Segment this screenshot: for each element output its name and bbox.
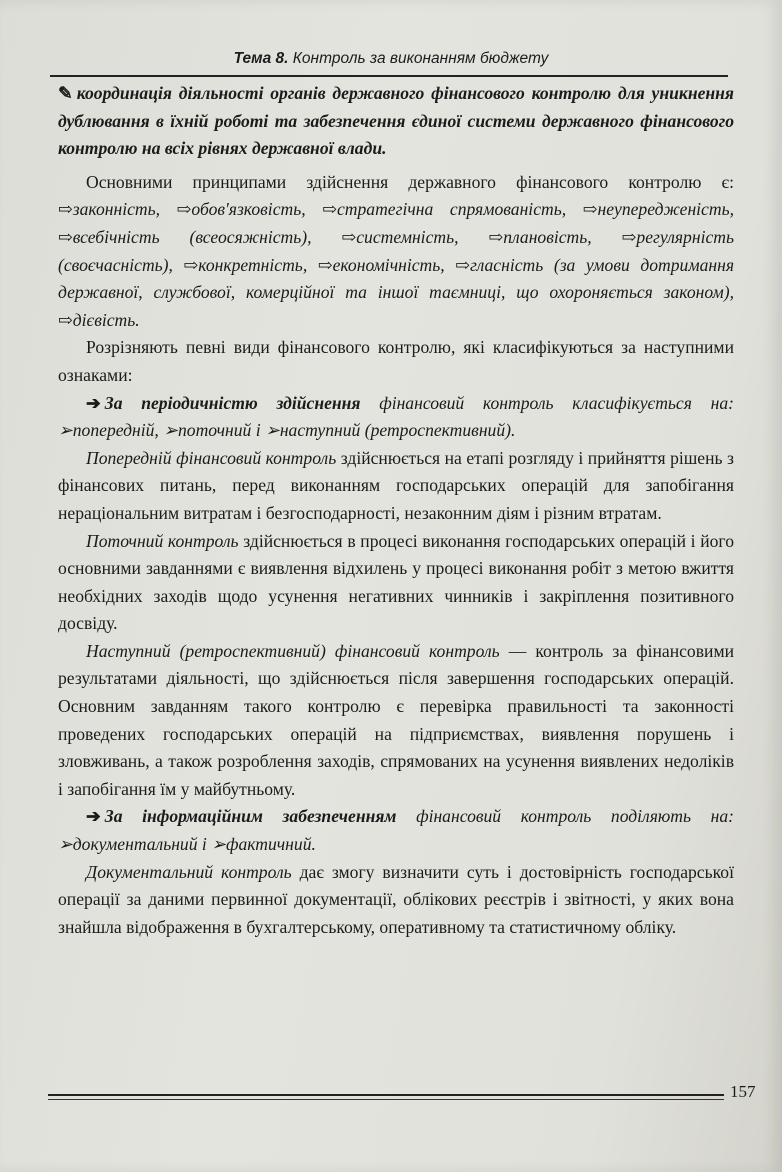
principle-item: ⇨всебічність (всеосяжність), — [58, 226, 312, 247]
principle-item: ⇨неупередженість, — [582, 199, 734, 220]
header-topic-title: Контроль за виконанням бюджету — [292, 50, 549, 67]
current-term: Поточний контроль — [86, 530, 239, 551]
principle-item: ⇨законність, — [58, 199, 161, 220]
principle-item: ⇨обов'язковість, — [176, 199, 306, 220]
preliminary-term: Попередній фінансовий контроль — [86, 447, 337, 468]
arrow-right-icon: ⇨ — [322, 199, 337, 220]
arrow-right-icon: ⇨ — [317, 254, 333, 275]
arrowhead-icon: ➢ — [211, 834, 226, 855]
information-text: фінансовий контроль поділяють на: — [416, 806, 734, 827]
principle-item: ⇨гласність (за умови дотримання державної, службової, комерційної та іншої таємниці, що охороняється законом), — [58, 254, 735, 303]
principle-item: ⇨регулярність (своєчасність), — [58, 226, 734, 275]
bullet-paragraph — [58, 80, 734, 163]
arrowhead-icon: ➢ — [163, 420, 178, 441]
principles-paragraph — [58, 169, 734, 335]
principle-item: ⇨економічність, — [317, 254, 445, 275]
principle-item: ⇨стратегічна спрямованість, — [322, 199, 567, 220]
types-intro: Розрізняють певні види фінансового контролю, які класифікуються за наступними ознаками: — [58, 337, 734, 385]
footer-rule-thin — [48, 1099, 724, 1100]
current-paragraph — [58, 528, 734, 638]
arrowhead-icon: ➢ — [265, 420, 280, 441]
footer-rule — [48, 1094, 724, 1096]
arrow-right-icon: ⇨ — [183, 254, 199, 275]
principle-item: ⇨дієвість. — [58, 309, 140, 330]
arrow-right-icon: ⇨ — [58, 309, 73, 330]
current-text: здійснюється в процесі виконання господарських операцій і його основними завданнями є виявлення відхилень у процесі виконання робіт з метою вжиття необхідних заходів щодо усунення негативних чинників і закріплення позитивного досвіду. — [58, 530, 734, 634]
information-heading: За інформаційним забезпеченням — [104, 806, 397, 827]
periodicity-heading: За періодичністю здійснення — [104, 392, 361, 413]
subsequent-text: — контроль за фінансовими результатами діяльності, що здійснюється після завершення господарських операцій. Основним завданням такого контролю є перевірка правильності та законності проведених господарських операцій на підприємствах, виявлення порушень і зловживань, а також розроблення заходів, спрямованих на усунення виявлених недоліків і запобігання їм у майбутньому. — [58, 640, 734, 799]
arrow-right-icon: ⇨ — [455, 254, 470, 275]
arrow-right-icon: ⇨ — [341, 226, 357, 247]
preliminary-paragraph — [58, 445, 734, 528]
arrow-right-icon: ⇨ — [582, 199, 598, 220]
arrow-right-icon: ⇨ — [488, 226, 504, 247]
page-number: 157 — [730, 1082, 756, 1101]
periodicity-text: фінансовий контроль класифікується на: — [379, 392, 734, 413]
information-paragraph: ➔ За інформаційним забезпеченням фінансовий контроль поділяють на: ➢документальний і ➢фактичний. — [58, 806, 734, 855]
header-topic-label: Тема 8. — [233, 50, 289, 67]
arrowhead-icon: ➢ — [58, 420, 73, 441]
bold-arrow-icon: ➔ — [86, 806, 101, 827]
preliminary-text: здійснюється на етапі розгляду і прийняття рішень з фінансових питань, перед виконанням господарських операцій для запобігання нераціональним витратам і безгосподарності, незаконним діям і різним втратам. — [58, 447, 734, 523]
bold-arrow-icon: ➔ — [86, 392, 101, 413]
principles-intro: Основними принципами здійснення державного фінансового контролю є: — [86, 171, 734, 192]
header-rule — [50, 75, 728, 77]
subsequent-term: Наступний (ретроспективний) фінансовий контроль — [86, 640, 500, 661]
arrow-right-icon: ⇨ — [621, 226, 637, 247]
documentary-term: Документальний контроль — [86, 861, 292, 882]
arrowhead-icon: ➢ — [58, 834, 73, 855]
periodicity-paragraph: ➔ За періодичністю здійснення фінансовий контроль класифікується на: ➢попередній, ➢поточний і ➢наступний (ретроспективний). — [58, 392, 734, 441]
principle-item: ⇨системність, — [341, 226, 459, 247]
documentary-text: дає змогу визначити суть і достовірність господарської операції за даними первинної документації, облікових реєстрів і звітності, у яких вона знайшла відображення в бухгалтерському, оперативному та статистичному обліку. — [58, 861, 734, 937]
arrow-right-icon: ⇨ — [58, 226, 73, 247]
page-body — [58, 80, 734, 941]
running-header — [55, 50, 727, 68]
arrow-right-icon: ⇨ — [176, 199, 192, 220]
subsequent-paragraph — [58, 638, 734, 804]
principle-item: ⇨плановість, — [488, 226, 592, 247]
documentary-paragraph — [58, 859, 734, 942]
pencil-icon: ✎ — [58, 83, 73, 103]
bullet-text: координація діяльності органів державного фінансового контролю для уникнення дублювання в їхній роботі та забезпечення єдиної системи державного фінансового контролю на всіх рівнях державної влади. — [58, 83, 734, 159]
arrow-right-icon: ⇨ — [58, 199, 73, 220]
principle-item: ⇨конкретність, — [183, 254, 308, 275]
